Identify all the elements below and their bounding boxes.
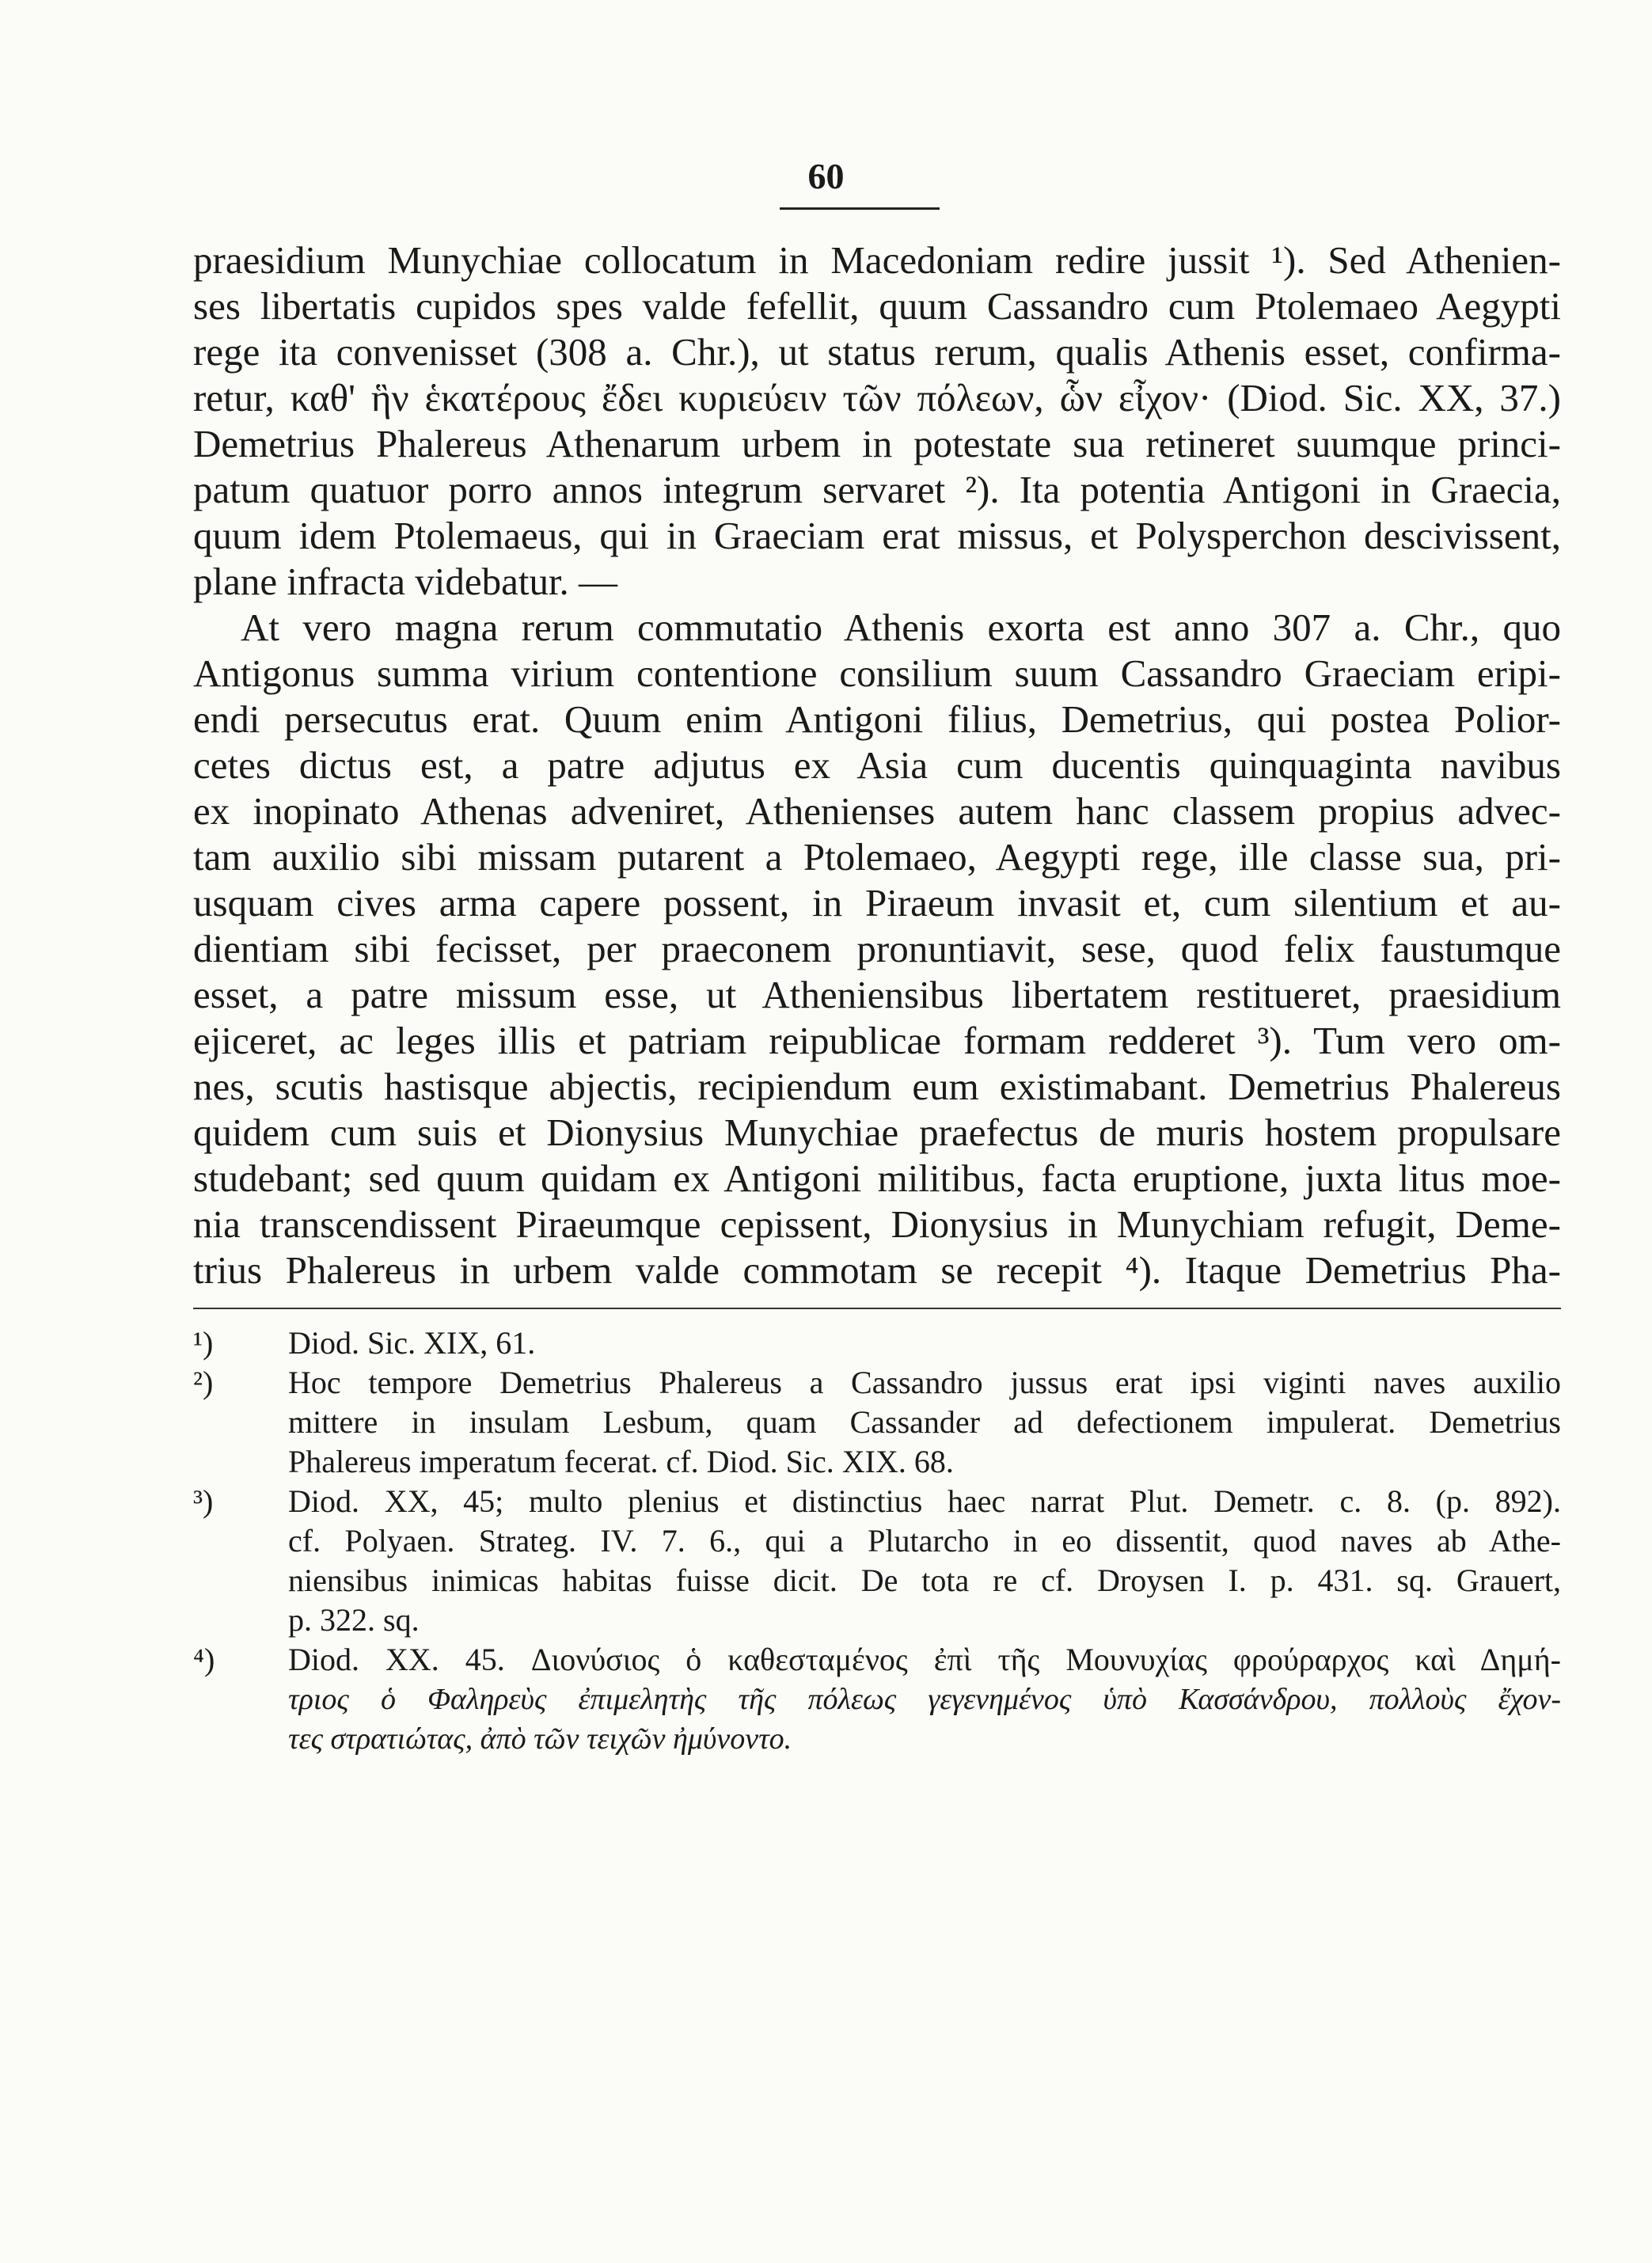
footnote-line: Diod. XX, 45; multo plenius et distinctius haec narrat Plut. Demetr. c. 8. (p. 892). — [288, 1483, 1561, 1519]
text-line: retur, καθ' ἣν ἑκατέρους ἔδει κυριεύειν τῶν πόλεων, ὧν εἶχον· (Diod. Sic. XX, 37.) — [193, 376, 1561, 420]
text-line: ses libertatis cupidos spes valde fefellit, quum Cassandro cum Ptolemaeo Aegypti — [193, 284, 1561, 328]
footnote — [193, 1640, 1561, 1759]
main-text — [193, 237, 1561, 1293]
text-line: Antigonus summa virium contentione consilium suum Cassandro Graeciam eripi- — [193, 651, 1561, 695]
text-line: At vero magna rerum commutatio Athenis exorta est anno 307 a. Chr., quo — [241, 606, 1561, 649]
footnote-marker: ⁴) — [193, 1642, 215, 1677]
footnote-marker: ³) — [193, 1483, 214, 1519]
text-line: patum quatuor porro annos integrum servaret ²). Ita potentia Antigoni in Graecia, — [193, 468, 1561, 511]
text-line: studebant; sed quum quidam ex Antigoni militibus, facta eruptione, juxta litus moe- — [193, 1156, 1561, 1200]
text-line: usquam cives arma capere possent, in Piraeum invasit et, cum silentium et au- — [193, 881, 1561, 925]
footnote — [193, 1482, 1561, 1640]
text-line: nes, scutis hastisque abjectis, recipiendum eum existimabant. Demetrius Phalereus — [193, 1065, 1561, 1108]
text-line: quum idem Ptolemaeus, qui in Graeciam erat missus, et Polysperchon descivissent, — [193, 514, 1561, 557]
footnote-line: niensibus inimicas habitas fuisse dicit. De tota re cf. Droysen I. p. 431. sq. Grauert, — [288, 1562, 1561, 1598]
footnotes — [193, 1323, 1561, 1759]
text-line: esset, a patre missum esse, ut Atheniensibus libertatem restitueret, praesidium — [193, 973, 1561, 1016]
text-line: endi persecutus erat. Quum enim Antigoni filius, Demetrius, qui postea Polior- — [193, 697, 1561, 741]
text-line: ex inopinato Athenas adveniret, Athenienses autem hanc classem propius advec- — [193, 789, 1561, 833]
footnote-marker: ²) — [193, 1365, 214, 1400]
footnote-line: Diod. XX. 45. Διονύσιος ὁ καθεσταμένος ἐπὶ τῆς Μουνυχίας φρούραρχος καὶ Δημή- — [288, 1642, 1561, 1677]
footnote-line: cf. Polyaen. Strateg. IV. 7. 6., qui a Plutarcho in eo dissentit, quod naves ab Athe- — [288, 1523, 1561, 1559]
footnote-line: τριος ὁ Φαληρεὺς ἐπιμελητὴς τῆς πόλεως γεγενημένος ὑπὸ Κασσάνδρου, πολλοὺς ἔχον- — [288, 1683, 1561, 1716]
page-number-rule — [780, 207, 940, 210]
text-line: dientiam sibi fecisset, per praeconem pronuntiavit, sese, quod felix faustumque — [193, 927, 1561, 970]
footnote-line: mittere in insulam Lesbum, quam Cassander ad defectionem impulerat. Demetrius — [288, 1404, 1561, 1440]
footnote-line: Diod. Sic. XIX, 61. — [288, 1325, 536, 1361]
footnote-line: τες στρατιώτας, ἀπὸ τῶν τειχῶν ἠμύνοντο. — [288, 1722, 792, 1756]
text-line: cetes dictus est, a patre adjutus ex Asia cum ducentis quinquaginta navibus — [193, 743, 1561, 787]
text-line: nia transcendissent Piraeumque cepissent, Dionysius in Munychiam refugit, Deme- — [193, 1202, 1561, 1246]
text-line: rege ita convenisset (308 a. Chr.), ut status rerum, qualis Athenis esset, confirma- — [193, 330, 1561, 374]
text-line: trius Phalereus in urbem valde commotam se recepit ⁴). Itaque Demetrius Pha- — [193, 1248, 1561, 1292]
footnote-line: Phalereus imperatum fecerat. cf. Diod. Sic. XIX. 68. — [288, 1444, 954, 1479]
footnote-line: p. 322. sq. — [288, 1602, 420, 1638]
text-line: tam auxilio sibi missam putarent a Ptolemaeo, Aegypti rege, ille classe sua, pri- — [193, 835, 1561, 879]
footnote-marker: ¹) — [193, 1325, 214, 1361]
page-number: 60 — [807, 156, 845, 196]
footnote — [193, 1363, 1561, 1482]
footnote — [193, 1323, 1561, 1363]
text-line: plane infracta videbatur. — — [193, 560, 618, 603]
text-line: ejiceret, ac leges illis et patriam reipublicae formam redderet ³). Tum vero om- — [193, 1019, 1561, 1062]
text-line: praesidium Munychiae collocatum in Macedoniam redire jussit ¹). Sed Athenien- — [193, 238, 1561, 282]
text-line: Demetrius Phalereus Athenarum urbem in potestate sua retineret suumque princi- — [193, 422, 1561, 465]
text-line: quidem cum suis et Dionysius Munychiae praefectus de muris hostem propulsare — [193, 1111, 1561, 1154]
footnote-line: Hoc tempore Demetrius Phalereus a Cassandro jussus erat ipsi viginti naves auxilio — [288, 1365, 1561, 1400]
footnote-rule — [193, 1308, 1561, 1309]
